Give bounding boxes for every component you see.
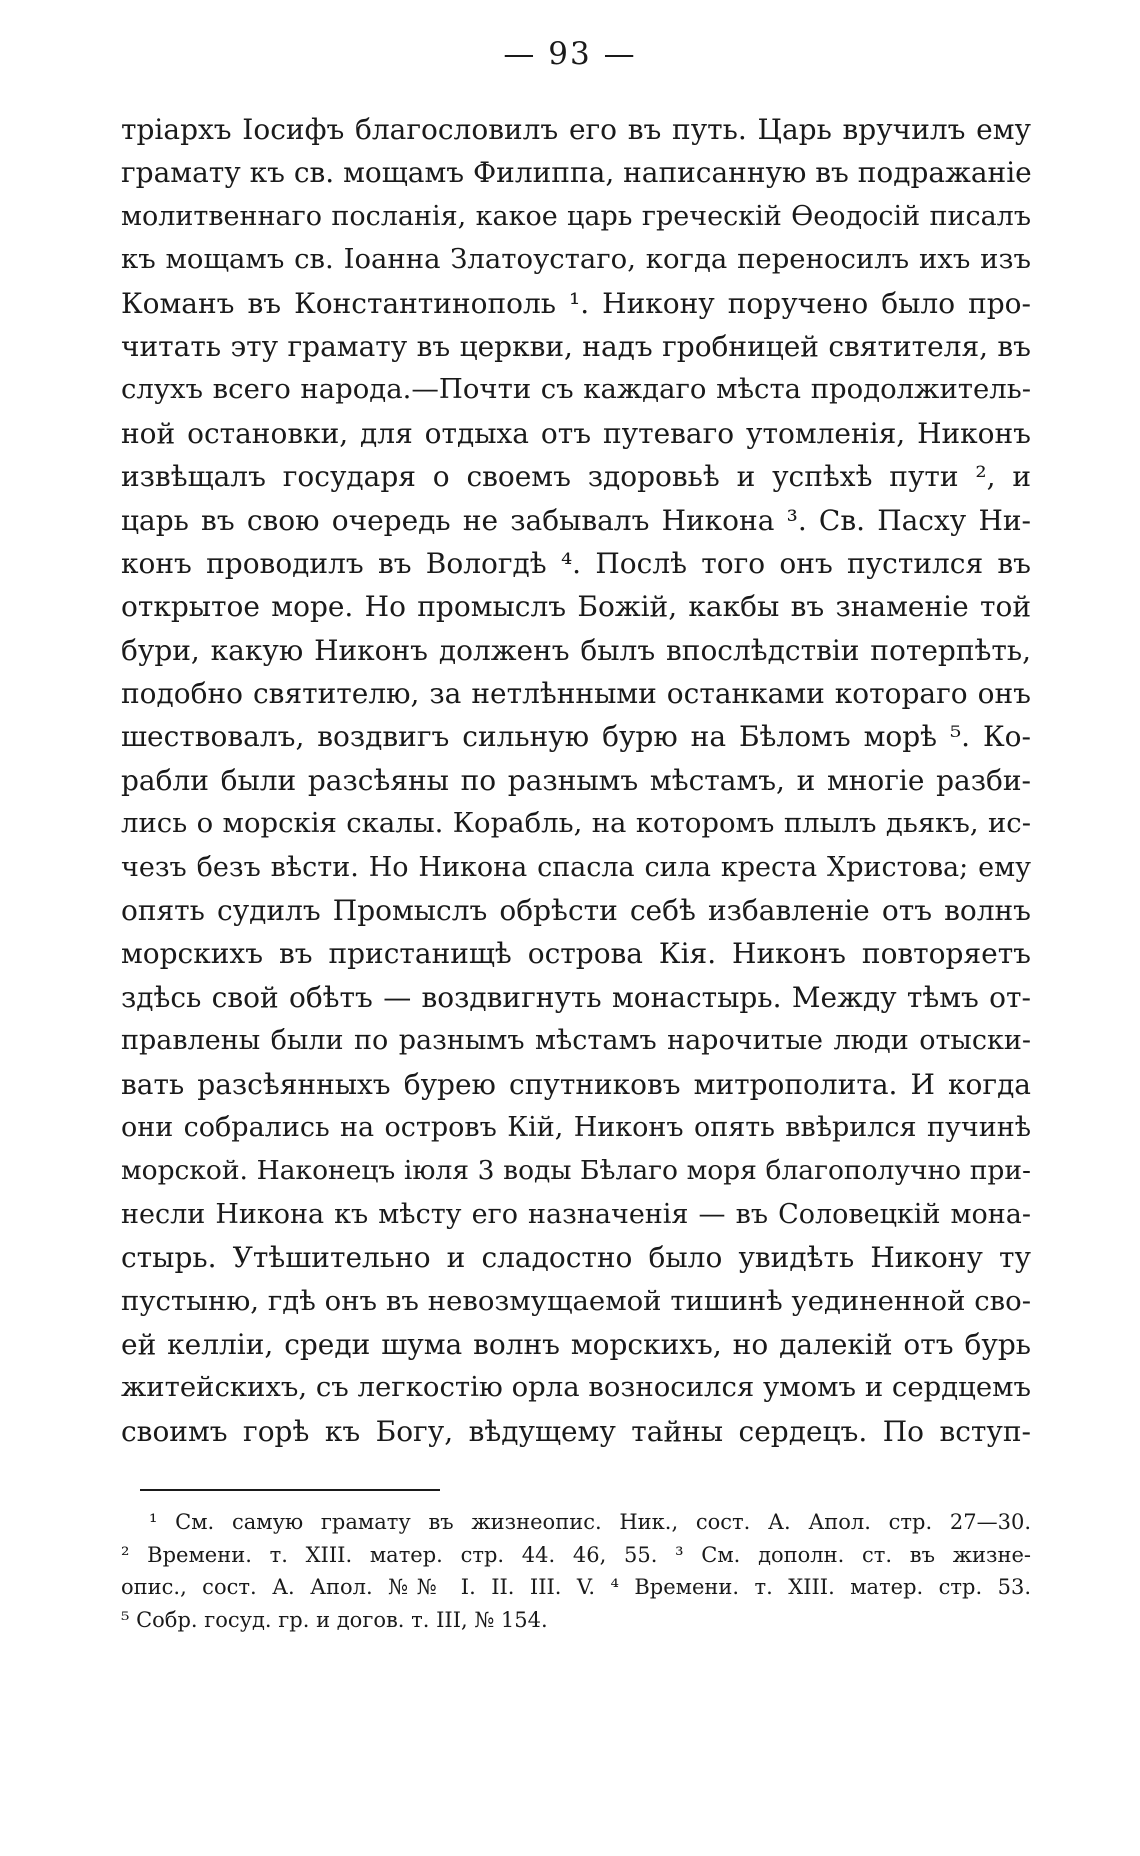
body-line: они собрались на островъ Кій, Никонъ опять ввѣрился пучинѣ <box>121 1111 1031 1143</box>
footnote-divider <box>140 1489 440 1491</box>
body-line: пустыню, гдѣ онъ въ невозмущаемой тишинѣ уединенной сво- <box>121 1284 1031 1317</box>
body-line: опять судилъ Промыслъ обрѣсти себѣ избавленіе отъ волнъ <box>121 894 1031 928</box>
body-line: царь въ свою очередь не забывалъ Никона ³. Св. Пасху Ни- <box>121 503 1031 537</box>
body-line: къ мощамъ св. Іоанна Златоустаго, когда переносилъ ихъ изъ <box>121 243 1031 276</box>
page-number: — 93 — <box>503 36 637 72</box>
body-text <box>121 108 1031 1453</box>
body-line: ной остановки, для отдыха отъ путеваго утомленія, Никонъ <box>121 416 1031 450</box>
body-line: чезъ безъ вѣсти. Но Никона спасла сила креста Христова; ему <box>121 851 1031 883</box>
body-line: ей келліи, среди шума волнъ морскихъ, но далекій отъ бурь <box>121 1327 1031 1361</box>
body-line: лись о морскія скалы. Корабль, на которомъ плылъ дьякъ, ис- <box>121 807 1031 840</box>
body-line: стырь. Утѣшительно и сладостно было увидѣть Никону ту <box>121 1241 1031 1275</box>
body-line: тріархъ Іосифъ благословилъ его въ путь. Царь вручилъ ему <box>121 113 1031 146</box>
body-line: своимъ горѣ къ Богу, вѣдущему тайны сердецъ. По вступ- <box>121 1414 1031 1448</box>
body-line: житейскихъ, съ легкостію орла возносился умомъ и сердцемъ <box>121 1371 1031 1404</box>
footnotes <box>121 1506 1031 1636</box>
body-line: несли Никона къ мѣсту его назначенія — въ Соловецкій мона- <box>121 1198 1031 1230</box>
body-line: шествовалъ, воздвигъ сильную бурю на Бѣломъ морѣ ⁵. Ко- <box>121 720 1031 754</box>
body-line: подобно святителю, за нетлѣнными останками котораго онъ <box>121 677 1031 711</box>
footnote-line: ² Времени. т. XIII. матер. стр. 44. 46, 55. ³ См. дополн. ст. въ жизне- <box>121 1542 1031 1567</box>
body-line: морской. Наконецъ іюля 3 воды Бѣлаго моря благополучно при- <box>121 1155 1031 1187</box>
body-line: морскихъ въ пристанищѣ острова Кія. Никонъ повторяетъ <box>121 937 1031 971</box>
body-line: бури, какую Никонъ долженъ былъ впослѣдствіи потерпѣть, <box>121 633 1031 667</box>
body-line: Команъ въ Константинополь ¹. Никону поручено было про- <box>121 286 1031 320</box>
body-line: правлены были по разнымъ мѣстамъ нарочитые люди отыски- <box>121 1025 1031 1057</box>
body-line: молитвеннаго посланія, какое царь греческій Ѳеодосій писалъ <box>121 200 1031 232</box>
body-line: грамату къ св. мощамъ Филиппа, написанную въ подражаніе <box>121 156 1032 190</box>
body-line: извѣщалъ государя о своемъ здоровьѣ и успѣхѣ пути ², и <box>121 460 1031 494</box>
footnote-line: ¹ См. самую грамату въ жизнеопис. Ник., сост. А. Апол. стр. 27—30. <box>149 1510 1031 1534</box>
body-line: здѣсь свой обѣтъ — воздвигнуть монастырь. Между тѣмъ от- <box>121 980 1031 1014</box>
body-line: открытое море. Но промыслъ Божій, какбы въ знаменіе той <box>121 590 1031 624</box>
body-line: читать эту грамату въ церкви, надъ гробницей святителя, въ <box>121 329 1031 363</box>
body-line: конъ проводилъ въ Вологдѣ ⁴. Послѣ того онъ пустился въ <box>121 546 1031 580</box>
footnote-line: ⁵ Собр. госуд. гр. и догов. т. III, № 154. <box>121 1607 548 1632</box>
body-line: вать разсѣянныхъ бурею спутниковъ митрополита. И когда <box>121 1067 1031 1101</box>
footnote-line: опис., сост. А. Апол. №№ I. II. III. V. ⁴ Времени. т. XIII. матер. стр. 53. <box>121 1575 1031 1599</box>
body-line: слухъ всего народа.—Почти съ каждаго мѣста продолжитель- <box>121 373 1031 406</box>
body-line: рабли были разсѣяны по разнымъ мѣстамъ, и многіе разби- <box>121 763 1031 797</box>
